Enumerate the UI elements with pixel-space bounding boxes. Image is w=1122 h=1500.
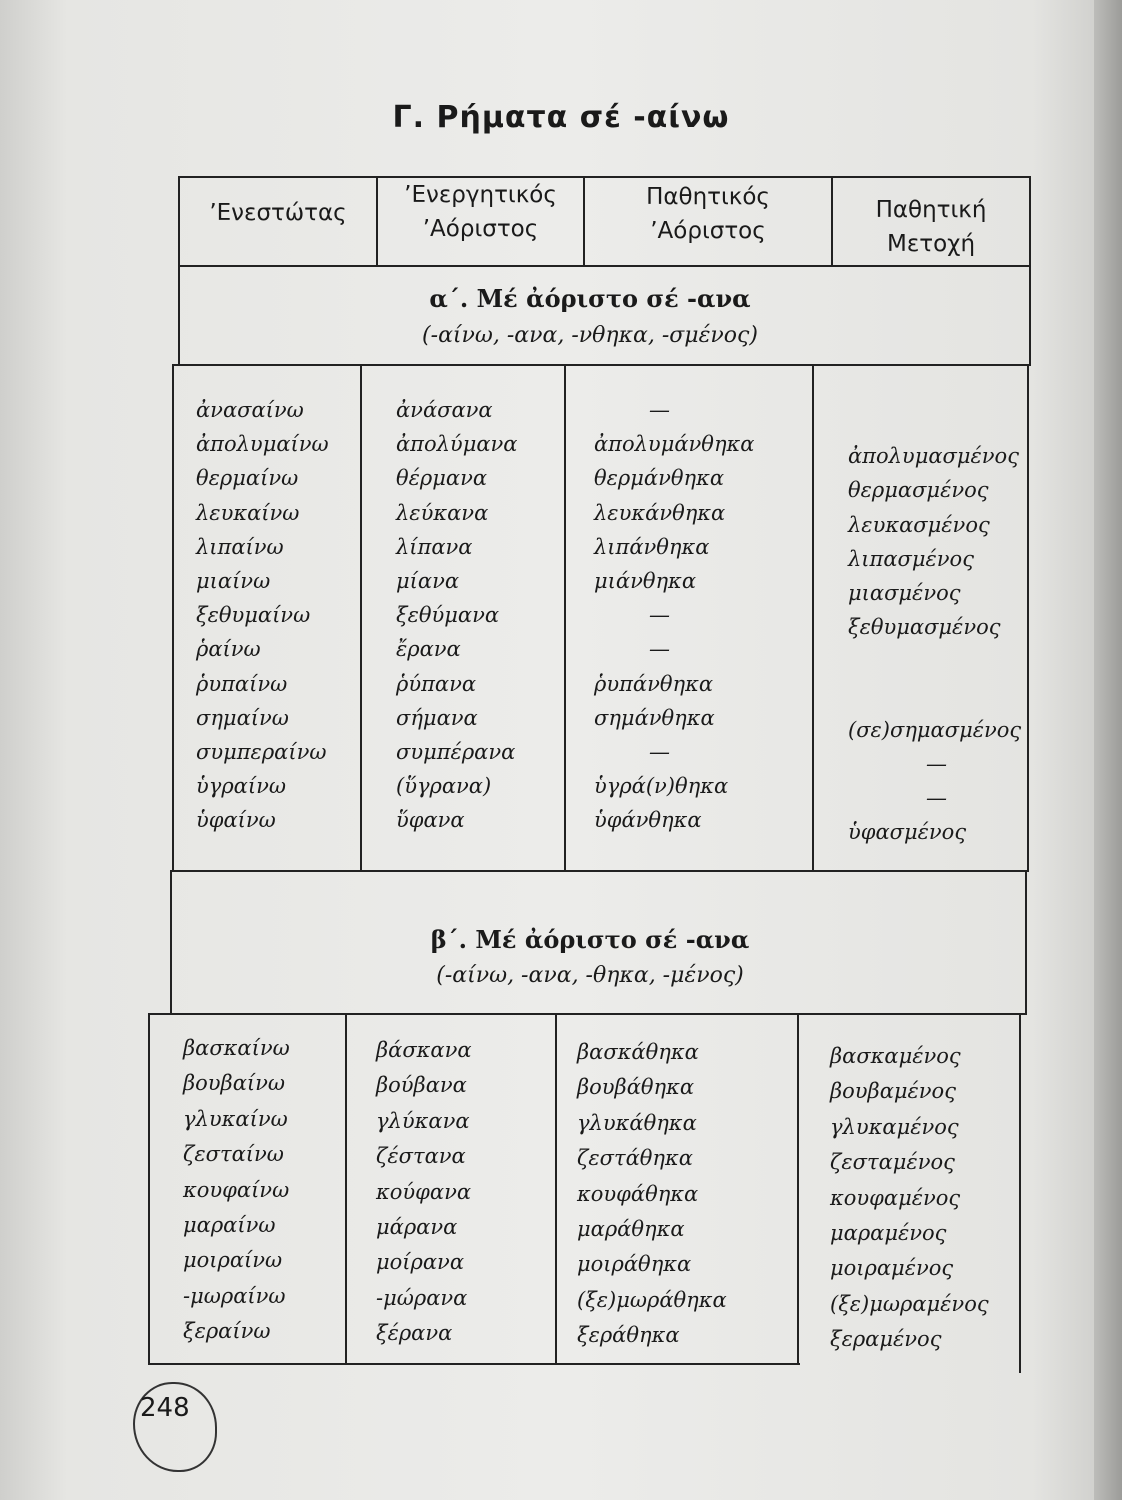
- list-item: (ξε)μωραμένος: [830, 1291, 989, 1316]
- list-item: μοιράθηκα: [577, 1252, 692, 1277]
- section-b-title: β΄. Μέ ἀόριστο σέ -ανα: [430, 925, 750, 954]
- list-item: κουφαίνω: [183, 1177, 290, 1202]
- section-b-divider-1: [345, 1015, 347, 1365]
- header-bottom-rule: [178, 265, 1031, 267]
- section-b-active-aorist-column: [376, 1033, 472, 1352]
- list-item: ῥαίνω: [196, 637, 261, 662]
- header-present: ’Ενεστώτας: [209, 200, 347, 226]
- section-a-right-rule: [1027, 364, 1029, 872]
- list-item: θερμασμένος: [848, 478, 989, 503]
- section-a-divider-1: [360, 366, 362, 872]
- list-item: —: [649, 603, 670, 628]
- list-item: λιπασμένος: [848, 546, 974, 571]
- section-b-passive-participle-column: [830, 1039, 989, 1358]
- list-item: μιαίνω: [196, 568, 271, 593]
- list-item: γλυκαμένος: [830, 1114, 959, 1139]
- list-item: κουφαμένος: [830, 1185, 961, 1210]
- list-item: (ὕγρανα): [396, 774, 492, 799]
- header-active-aorist-line2: ’Αόριστος: [422, 216, 539, 242]
- header-passive-participle: [833, 193, 1029, 261]
- list-item: ὑφασμένος: [848, 820, 967, 845]
- list-item: βάσκανα: [376, 1038, 472, 1062]
- section-a-bottom-rule: [172, 870, 1029, 872]
- list-item: —: [649, 637, 670, 662]
- list-item: βασκαίνω: [183, 1036, 290, 1060]
- list-item: ζεσταίνω: [183, 1142, 284, 1167]
- list-item: ξεθυμασμένος: [848, 615, 1001, 640]
- page-edge: [1094, 0, 1122, 1500]
- section-a-active-aorist-column: [396, 393, 517, 837]
- list-item: γλυκαίνω: [183, 1106, 288, 1131]
- section-b-present-column: [183, 1031, 290, 1350]
- list-item: ἀνάσανα: [396, 398, 493, 422]
- list-item: ἀπολύμανα: [396, 432, 518, 457]
- list-item: ἔρανα: [396, 637, 461, 662]
- list-item: λευκάνθηκα: [594, 500, 726, 525]
- header-top-rule: [178, 176, 1031, 178]
- list-item: ζεστάθηκα: [577, 1146, 693, 1171]
- list-item: ῥυπαίνω: [196, 671, 288, 696]
- list-item: ζεσταμένος: [830, 1150, 955, 1175]
- list-item: ὑφαίνω: [196, 808, 276, 833]
- list-item: σημαίνω: [196, 705, 289, 730]
- header-passive-participle-line1: Παθητική: [875, 197, 987, 223]
- list-item: (σε)σημασμένος: [848, 717, 1022, 742]
- list-item: ξέρανα: [376, 1321, 453, 1346]
- section-a-present-column: [196, 393, 329, 837]
- header-passive-participle-line2: Μετοχή: [886, 231, 976, 257]
- section-a-subtitle: (-αίνω, -ανα, -νθηκα, -σμένος): [422, 323, 758, 348]
- page-title: Γ. Ρήματα σέ -αίνω: [392, 100, 730, 135]
- list-item: κούφανα: [376, 1179, 472, 1204]
- list-item: ξεράθηκα: [577, 1323, 680, 1348]
- list-item: γλύκανα: [376, 1108, 470, 1133]
- list-item: θερμαίνω: [196, 466, 299, 491]
- list-item: ξεραμένος: [830, 1327, 942, 1352]
- list-item: συμπέρανα: [396, 739, 516, 764]
- list-item: λευκασμένος: [848, 512, 990, 537]
- list-item: βούβανα: [376, 1073, 467, 1098]
- section-b-divider-2: [555, 1015, 557, 1365]
- list-item: λιπάνθηκα: [594, 534, 710, 559]
- list-item: ἀπολυμάνθηκα: [594, 432, 755, 457]
- section-a-divider-2: [564, 366, 566, 872]
- list-item: -μώρανα: [376, 1285, 468, 1310]
- list-item: μίανα: [396, 568, 460, 593]
- section-b-right-rule: [1019, 1013, 1021, 1373]
- list-item: ῥύπανα: [396, 671, 477, 696]
- list-item: μοίρανα: [376, 1250, 464, 1275]
- section-a-divider-3: [812, 366, 814, 872]
- list-item: [848, 679, 1021, 713]
- list-item: μιασμένος: [848, 580, 961, 605]
- list-item: θερμάνθηκα: [594, 466, 725, 491]
- list-item: μαραίνω: [183, 1212, 276, 1237]
- list-item: λίπανα: [396, 534, 473, 559]
- list-item: λευκαίνω: [196, 500, 300, 525]
- list-item: ξεραίνω: [183, 1319, 271, 1344]
- list-item: ὑγραίνω: [196, 774, 286, 799]
- list-item: βουβάθηκα: [577, 1075, 695, 1100]
- section-b-top-rule: [150, 1013, 1027, 1015]
- list-item: ἀπολυμαίνω: [196, 432, 329, 457]
- list-item: βασκαμένος: [830, 1044, 961, 1068]
- list-item: ῥυπάνθηκα: [594, 671, 714, 696]
- section-b-left-rule: [148, 1013, 150, 1365]
- list-item: μαράθηκα: [577, 1216, 685, 1241]
- list-item: συμπεραίνω: [196, 739, 327, 764]
- list-item: ζέστανα: [376, 1144, 466, 1169]
- list-item: μοιραίνω: [183, 1248, 283, 1273]
- list-item: ξεθυμαίνω: [196, 603, 311, 628]
- list-item: βουβαίνω: [183, 1071, 285, 1096]
- section-a-passive-participle-column: [848, 405, 1021, 849]
- list-item: —: [926, 786, 947, 811]
- list-item: θέρμανα: [396, 466, 488, 491]
- header-passive-aorist: [585, 180, 831, 248]
- header-passive-aorist-line2: ’Αόριστος: [650, 218, 766, 244]
- list-item: [848, 405, 1021, 439]
- list-item: λεύκανα: [396, 500, 489, 525]
- section-a-passive-aorist-column: [594, 393, 754, 837]
- list-item: μιάνθηκα: [594, 568, 697, 593]
- list-item: (ξε)μωράθηκα: [577, 1287, 727, 1312]
- section-b-subtitle: (-αίνω, -ανα, -θηκα, -μένος): [436, 963, 744, 988]
- section-a-title: α΄. Μέ ἀόριστο σέ -ανα: [429, 284, 751, 313]
- section-b-divider-3: [797, 1015, 799, 1365]
- list-item: μάρανα: [376, 1214, 458, 1239]
- list-item: ξεθύμανα: [396, 603, 500, 628]
- list-item: κουφάθηκα: [577, 1181, 699, 1206]
- list-item: ὑγρά(ν)θηκα: [594, 774, 729, 799]
- list-item: λιπαίνω: [196, 534, 284, 559]
- list-item: —: [649, 739, 670, 764]
- list-item: ὕφανα: [396, 808, 465, 833]
- list-item: ὑφάνθηκα: [594, 808, 702, 833]
- list-item: ἀνασαίνω: [196, 398, 304, 422]
- header-active-aorist-line1: ’Ενεργητικός: [404, 182, 557, 208]
- list-item: —: [926, 751, 947, 776]
- header-active-aorist: [378, 178, 583, 246]
- list-item: σήμανα: [396, 705, 478, 730]
- list-item: —: [649, 398, 670, 422]
- section-b-passive-aorist-column: [577, 1035, 727, 1354]
- header-passive-aorist-line1: Παθητικός: [646, 184, 770, 210]
- list-item: σημάνθηκα: [594, 705, 715, 730]
- list-item: βουβαμένος: [830, 1079, 956, 1104]
- section-b-bottom-rule: [150, 1363, 800, 1365]
- list-item: ἀπολυμασμένος: [848, 444, 1019, 469]
- list-item: βασκάθηκα: [577, 1040, 699, 1064]
- list-item: μαραμένος: [830, 1220, 947, 1245]
- list-item: [848, 644, 1021, 678]
- list-item: γλυκάθηκα: [577, 1110, 697, 1135]
- section-a-left-rule: [172, 364, 174, 872]
- list-item: μοιραμένος: [830, 1256, 954, 1281]
- page-number: 248: [140, 1393, 190, 1423]
- section-a-top-rule: [172, 364, 1029, 366]
- list-item: -μωραίνω: [183, 1283, 286, 1308]
